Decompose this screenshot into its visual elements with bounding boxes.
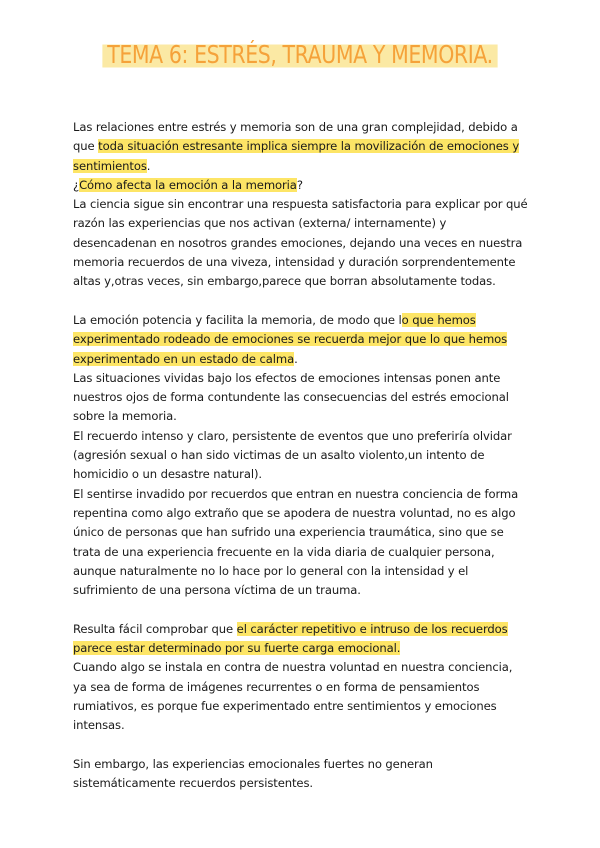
paragraph-1: Las relaciones entre estrés y memoria son de una gran complejidad, debido a que toda situación estresante implica siempre la movilización de emociones y sentimientos.	[73, 120, 520, 173]
document-body	[73, 118, 529, 793]
paragraph-6: El recuerdo intenso y claro, persistente de eventos que uno preferiría olvidar (agresión sexual o han sido victimas de un asalto violento,un intento de homicidio o un desastre natural).	[73, 428, 512, 482]
paragraph-10: Sin embargo, las experiencias emocionales fuertes no generan sistemáticamente recuerdos persistentes.	[73, 756, 433, 791]
highlight-2: Cómo afecta la emoción a la memoria	[79, 177, 297, 192]
paragraph-7: El sentirse invadido por recuerdos que entran en nuestra conciencia de forma repentina como algo extraño que se apodera de nuestra voluntad, no es algo único de personas que han sufrido una experiencia traumática, sino que se trata de una experiencia frecuente en la vida diaria de cualquier persona, aunque naturalmente no lo hace por lo general con la intensidad y el sufrimiento de una persona víctima de un trauma.	[73, 486, 519, 598]
paragraph-8: Resulta fácil comprobar que el carácter repetitivo e intruso de los recuerdos parece estar determinado por su fuerte carga emocional.	[73, 621, 508, 656]
highlight-1: toda situación estresante implica siempre la movilización de emociones y sentimientos	[73, 139, 520, 173]
paragraph-2: ¿Cómo afecta la emoción a la memoria?	[73, 177, 303, 192]
highlight-4: el carácter repetitivo e intruso de los recuerdos parece estar determinado por su fuerte carga emocional.	[73, 621, 508, 656]
paragraph-3: La ciencia sigue sin encontrar una respuesta satisfactoria para explicar por qué razón las experiencias que nos activan (externa/ internamente) y desencadenan en nosotros grandes emociones, dejando una veces en nuestra memoria recuerdos de una viveza, intensidad y duración sorprendentemente altas y,otras veces, sin embargo,parece que borran absolutamente todas.	[73, 197, 528, 289]
paragraph-4: La emoción potencia y facilita la memoria, de modo que lo que hemos experimentado rodeado de emociones se recuerda mejor que lo que hemos experimentado en un estado de calma.	[73, 312, 508, 366]
paragraph-9: Cuando algo se instala en contra de nuestra voluntad en nuestra conciencia, ya sea de forma de imágenes recurrentes o en forma de pensamientos rumiativos, es porque fue experimentado entre sentimientos y emociones intensas.	[73, 660, 513, 733]
page-title: TEMA 6: ESTRÉS, TRAUMA Y MEMORIA.	[54, 40, 546, 69]
highlight-3: o que hemos experimentado rodeado de emociones se recuerda mejor que lo que hemos experimentado en un estado de calma	[73, 312, 508, 366]
paragraph-5: Las situaciones vividas bajo los efectos de emociones intensas ponen ante nuestros ojos de forma contundente las consecuencias del estrés emocional sobre la memoria.	[73, 370, 509, 424]
